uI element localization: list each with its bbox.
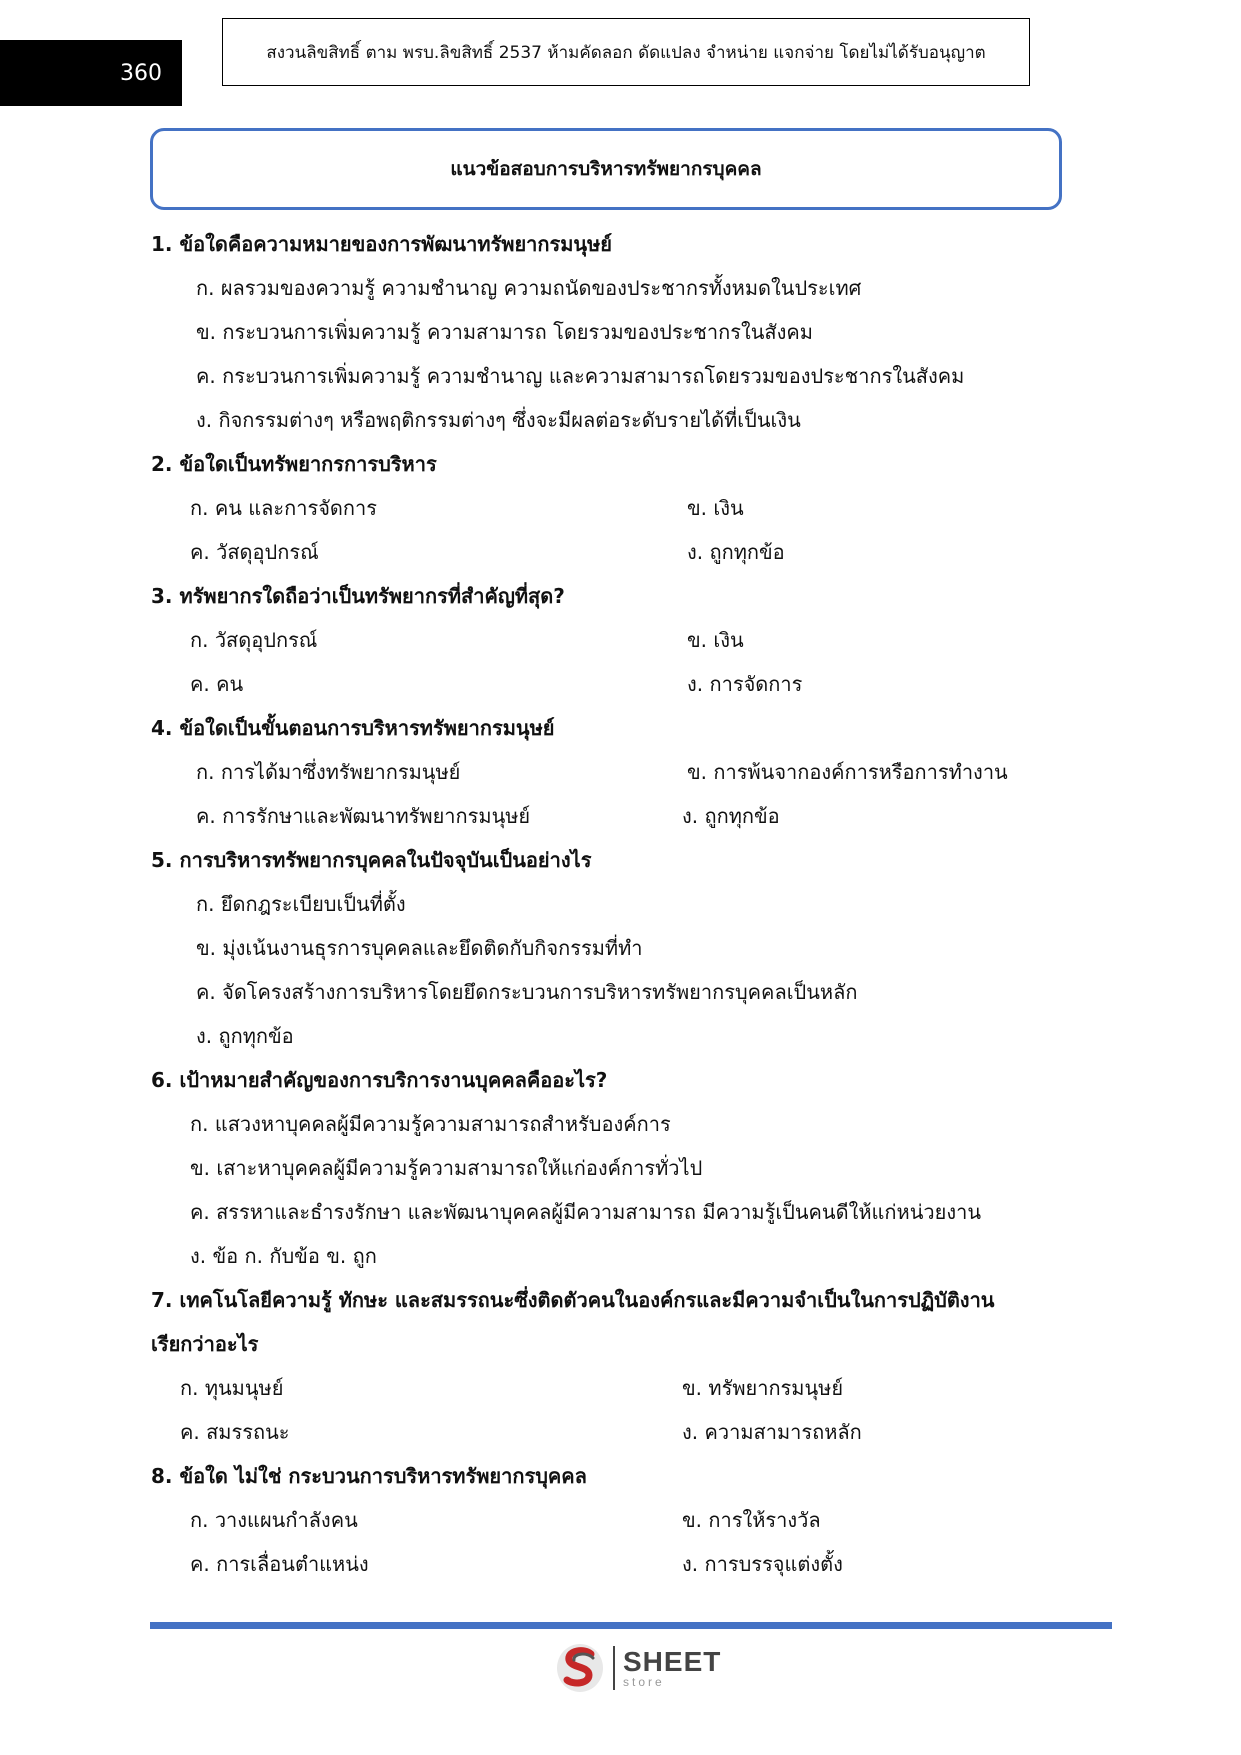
q5-option-a: ก. ยึดกฎระเบียบเป็นที่ตั้ง <box>196 892 406 916</box>
question-list <box>0 222 1241 1586</box>
q2-options-row-1 <box>0 486 1241 530</box>
question-7-continued: เรียกว่าอะไร <box>151 1332 259 1356</box>
q6-option-d: ง. ข้อ ก. กับข้อ ข. ถูก <box>190 1244 377 1268</box>
question-7: 7. เทคโนโลยีความรู้ ทักษะ และสมรรถนะซึ่งติดตัวคนในองค์กรและมีความจำเป็นในการปฏิบัติงาน <box>151 1288 995 1312</box>
logo-separator <box>613 1646 615 1690</box>
question-3: 3. ทรัพยากรใดถือว่าเป็นทรัพยากรที่สำคัญที่สุด? <box>151 584 565 608</box>
q1-option-c: ค. กระบวนการเพิ่มความรู้ ความชำนาญ และความสามารถโดยรวมของประชากรในสังคม <box>196 364 965 388</box>
q5-option-c: ค. จัดโครงสร้างการบริหารโดยยึดกระบวนการบริหารทรัพยากรบุคคลเป็นหลัก <box>196 980 858 1004</box>
q3-option-a: ก. วัสดุอุปกรณ์ <box>190 628 318 652</box>
q7-options-row-2 <box>0 1410 1241 1454</box>
copyright-notice: สงวนลิขสิทธิ์ ตาม พรบ.ลิขสิทธิ์ 2537 ห้ามคัดลอก ดัดแปลง จำหน่าย แจกจ่าย โดยไม่ได้รับอนุญาต <box>222 18 1030 86</box>
page-title: แนวข้อสอบการบริหารทรัพยากรบุคคล <box>150 128 1062 210</box>
q4-options-row-2 <box>0 794 1241 838</box>
q3-option-d: ง. การจัดการ <box>687 672 803 696</box>
q6-option-b: ข. เสาะหาบุคคลผู้มีความรู้ความสามารถให้แก่องค์การทั่วไป <box>190 1156 703 1180</box>
question-5: 5. การบริหารทรัพยากรบุคคลในปัจจุบันเป็นอย่างไร <box>151 848 592 872</box>
q6-option-a: ก. แสวงหาบุคคลผู้มีความรู้ความสามารถสำหรับองค์การ <box>190 1112 671 1136</box>
q2-option-d: ง. ถูกทุกข้อ <box>687 540 785 564</box>
q5-option-b: ข. มุ่งเน้นงานธุรการบุคคลและยึดติดกับกิจกรรมที่ทำ <box>196 936 643 960</box>
q3-option-c: ค. คน <box>190 672 244 696</box>
q5-option-d: ง. ถูกทุกข้อ <box>196 1024 294 1048</box>
q8-option-b: ข. การให้รางวัล <box>682 1508 821 1532</box>
q7-option-d: ง. ความสามารถหลัก <box>682 1420 862 1444</box>
q8-option-c: ค. การเลื่อนตำแหน่ง <box>190 1552 369 1576</box>
q4-option-c: ค. การรักษาและพัฒนาทรัพยากรมนุษย์ <box>196 804 531 828</box>
q2-option-c: ค. วัสดุอุปกรณ์ <box>190 540 319 564</box>
q8-options-row-1 <box>0 1498 1241 1542</box>
sheet-store-logo <box>555 1640 721 1696</box>
q8-option-d: ง. การบรรจุแต่งตั้ง <box>682 1552 843 1576</box>
logo-wordmark <box>623 1648 721 1688</box>
q4-option-a: ก. การได้มาซึ่งทรัพยากรมนุษย์ <box>196 760 461 784</box>
sheet-s-logo-icon <box>555 1642 605 1694</box>
q6-option-c: ค. สรรหาและธำรงรักษา และพัฒนาบุคคลผู้มีความสามารถ มีความรู้เป็นคนดีให้แก่หน่วยงาน <box>190 1200 982 1224</box>
q3-options-row-1 <box>0 618 1241 662</box>
q1-option-b: ข. กระบวนการเพิ่มความรู้ ความสามารถ โดยรวมของประชากรในสังคม <box>196 320 813 344</box>
q2-options-row-2 <box>0 530 1241 574</box>
question-8: 8. ข้อใด ไม่ใช่ กระบวนการบริหารทรัพยากรบุคคล <box>151 1464 587 1488</box>
q4-option-b: ข. การพ้นจากองค์การหรือการทำงาน <box>687 760 1008 784</box>
q7-option-c: ค. สมรรถนะ <box>180 1420 290 1444</box>
logo-sub-text: store <box>623 1675 665 1689</box>
question-2: 2. ข้อใดเป็นทรัพยากรการบริหาร <box>151 452 437 476</box>
footer-divider <box>150 1622 1112 1629</box>
q7-option-a: ก. ทุนมนุษย์ <box>180 1376 284 1400</box>
q4-options-row-1 <box>0 750 1241 794</box>
q8-option-a: ก. วางแผนกำลังคน <box>190 1508 358 1532</box>
page-number: 360 <box>0 40 182 106</box>
question-6: 6. เป้าหมายสำคัญของการบริการงานบุคคลคืออะไร? <box>151 1068 608 1092</box>
q3-option-b: ข. เงิน <box>687 628 744 652</box>
q8-options-row-2 <box>0 1542 1241 1586</box>
question-4: 4. ข้อใดเป็นขั้นตอนการบริหารทรัพยากรมนุษย์ <box>151 716 555 740</box>
q2-option-a: ก. คน และการจัดการ <box>190 496 377 520</box>
q2-option-b: ข. เงิน <box>687 496 744 520</box>
q7-options-row-1 <box>0 1366 1241 1410</box>
logo-main-text: SHEET <box>623 1646 722 1677</box>
q1-option-a: ก. ผลรวมของความรู้ ความชำนาญ ความถนัดของประชากรทั้งหมดในประเทศ <box>196 276 862 300</box>
q7-option-b: ข. ทรัพยากรมนุษย์ <box>682 1376 844 1400</box>
q1-option-d: ง. กิจกรรมต่างๆ หรือพฤติกรรมต่างๆ ซึ่งจะมีผลต่อระดับรายได้ที่เป็นเงิน <box>196 408 801 432</box>
q3-options-row-2 <box>0 662 1241 706</box>
q4-option-d: ง. ถูกทุกข้อ <box>682 804 780 828</box>
question-1: 1. ข้อใดคือความหมายของการพัฒนาทรัพยากรมนุษย์ <box>151 232 612 256</box>
